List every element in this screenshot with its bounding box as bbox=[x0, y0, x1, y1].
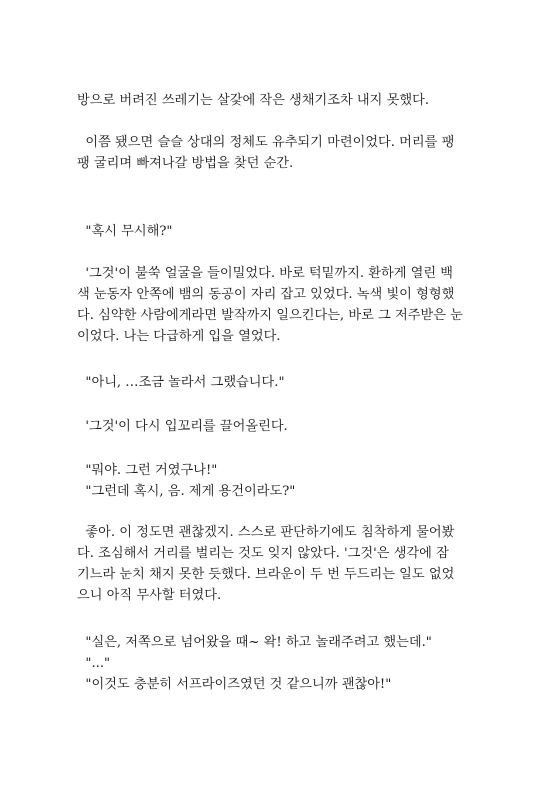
dialogue-line: "이것도 충분히 서프라이즈였던 것 같으니까 괜찮아!" bbox=[77, 677, 392, 692]
dialogue-line: "실은, 저쪽으로 넘어왔을 때~ 왁! 하고 놀래주려고 했는데." bbox=[77, 635, 432, 650]
text-line: 다. 심약한 사람에게라면 발작까지 일으킨다는, 바로 그 저주받은 눈 bbox=[77, 308, 463, 323]
text-line: 팽 굴리며 빠져나갈 방법을 찾던 순간. bbox=[77, 156, 294, 171]
text-line: '그것'이 불쑥 얼굴을 들이밀었다. 바로 턱밑까지. 환하게 열린 백 bbox=[77, 266, 454, 281]
text-line: 기느라 눈치 채지 못한 듯했다. 브라운이 두 번 두드리는 일도 없었 bbox=[77, 567, 455, 582]
paragraph-5 bbox=[77, 372, 487, 393]
text-line: 이쯤 됐으면 슬슬 상대의 정체도 유추되기 마련이었다. 머리를 팽 bbox=[77, 135, 455, 150]
text-line: '그것'이 다시 입꼬리를 끌어올린다. bbox=[77, 419, 288, 434]
dialogue-line: "..." bbox=[77, 656, 111, 671]
dialogue-line: "그런데 혹시, 음. 제게 용건이라도?" bbox=[77, 484, 296, 499]
paragraph-6 bbox=[77, 416, 487, 437]
dialogue-line: "혹시 무시해?" bbox=[77, 224, 173, 239]
text-line: 으니 아직 무사할 터였다. bbox=[77, 588, 222, 603]
paragraph-1 bbox=[77, 90, 487, 111]
paragraph-4 bbox=[77, 263, 487, 347]
paragraph-7 bbox=[77, 460, 487, 502]
paragraph-2 bbox=[77, 132, 487, 174]
text-line: 색 눈동자 안쪽에 뱀의 동공이 자리 잡고 있었다. 녹색 빛이 형형했 bbox=[77, 287, 455, 302]
dialogue-line: "아니, …조금 놀라서 그랬습니다." bbox=[77, 375, 285, 390]
text-line: 다. 조심해서 거리를 벌리는 것도 잊지 않았다. '그것'은 생각에 잠 bbox=[77, 546, 449, 561]
dialogue-line: "뭐야. 그런 거였구나!" bbox=[77, 463, 218, 478]
paragraph-3 bbox=[77, 221, 487, 242]
text-line: 방으로 버려진 쓰레기는 살갗에 작은 생채기조차 내지 못했다. bbox=[77, 93, 430, 108]
text-line: 이었다. 나는 다급하게 입을 열었다. bbox=[77, 329, 281, 344]
paragraph-9 bbox=[77, 632, 487, 695]
text-line: 좋아. 이 정도면 괜찮겠지. 스스로 판단하기에도 침착하게 물어봤 bbox=[77, 525, 455, 540]
paragraph-8 bbox=[77, 522, 487, 606]
